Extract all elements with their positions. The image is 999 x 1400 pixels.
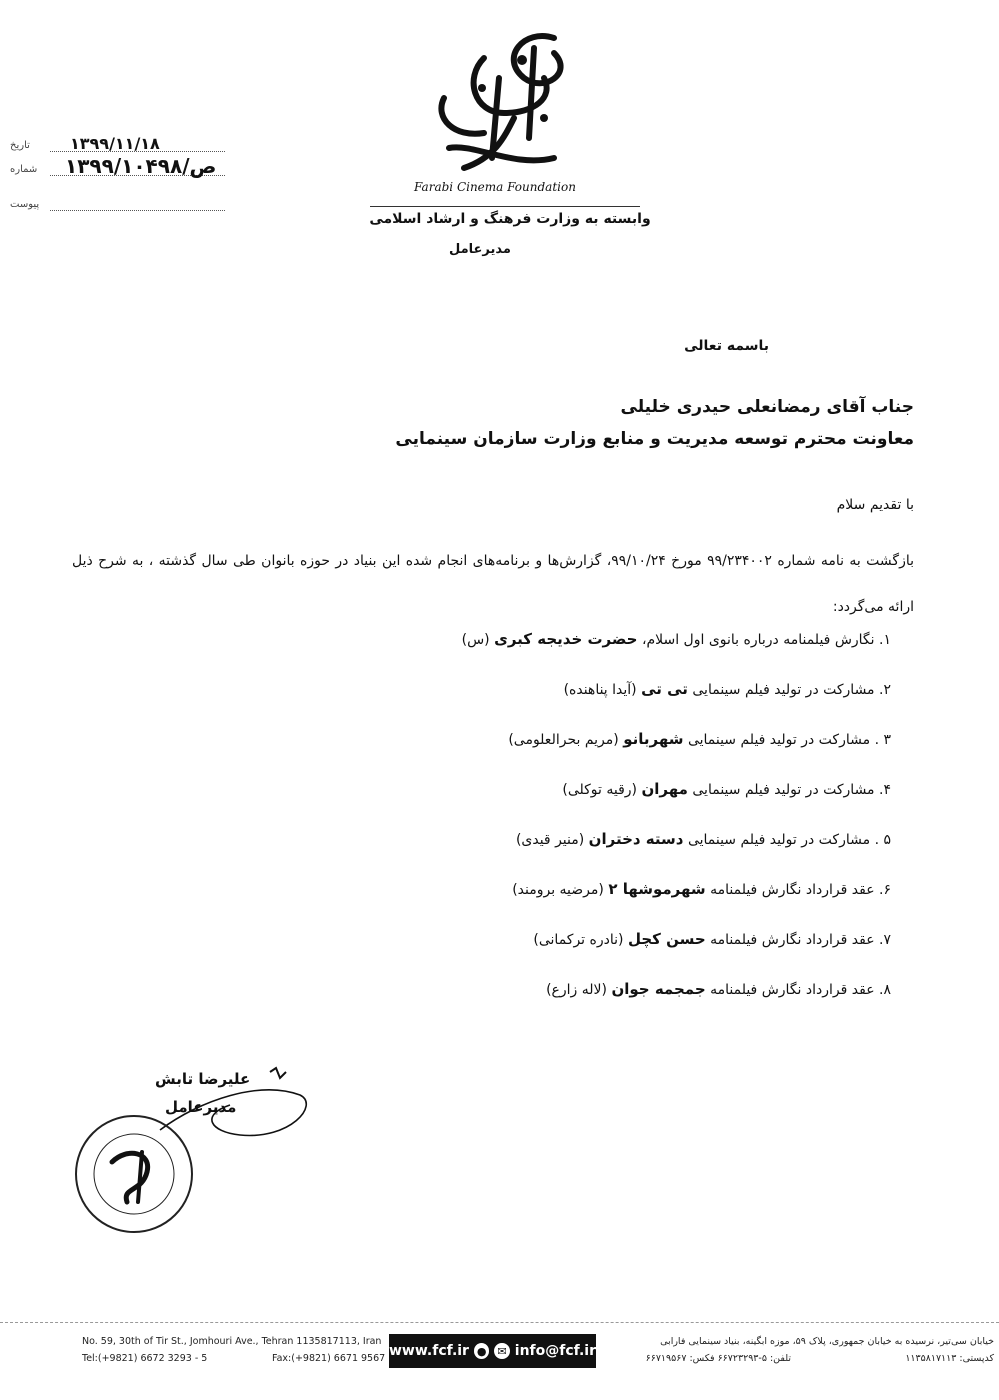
tel-en: Tel:(+9821) 6672 3293 - 5	[82, 1353, 208, 1364]
item-title: تی تی	[641, 680, 688, 698]
official-stamp	[72, 1112, 196, 1236]
item-title: حسن کچل	[627, 930, 706, 948]
list-item	[291, 726, 891, 776]
number-row	[10, 154, 230, 182]
list-item	[291, 676, 891, 726]
office-title: مدیرعامل	[449, 242, 511, 257]
item-number: ۸.	[879, 982, 891, 998]
list-item	[291, 776, 891, 826]
activities-list	[291, 626, 891, 1026]
affiliation-line: وابسته به وزارت فرهنگ و ارشاد اسلامی	[369, 211, 651, 227]
footer	[0, 1334, 999, 1374]
mail-icon: ✉	[494, 1343, 509, 1359]
date-value: ۱۳۹۹/۱۱/۱۸	[70, 134, 160, 153]
recipient-name: جناب آقای رمضانعلی حیدری خلیلی	[620, 397, 914, 417]
signer-title: مدیرعامل	[165, 1098, 237, 1116]
item-text: مشارکت در تولید فیلم سینمایی	[687, 832, 871, 848]
signer-name: علیرضا تابش	[155, 1070, 251, 1088]
footer-divider	[0, 1322, 999, 1323]
date-label: تاریخ	[10, 140, 30, 151]
item-number: ۶.	[879, 882, 891, 898]
fax-en: Fax:(+9821) 6671 9567	[272, 1353, 386, 1364]
item-number: ۳ .	[874, 732, 891, 748]
body-paragraph: بازگشت به نامه شماره ۹۹/۲۳۴۰۰۲ مورخ ۹۹/۱۰/۲۴، گزارش‌ها و برنامه‌های انجام شده این بنیاد در حوزه بانوان طی سال گذشته ، به شرح ذیل ارائه می‌گردد:	[72, 553, 915, 615]
attachment-label: پیوست	[10, 199, 40, 210]
list-item	[291, 926, 891, 976]
contact-box	[389, 1334, 596, 1368]
item-title: جمجمه جوان	[611, 980, 706, 998]
item-person: (لاله زارع)	[546, 982, 607, 998]
item-person: (آیدا پناهنده)	[563, 682, 637, 698]
globe-icon: ●	[474, 1343, 489, 1359]
item-number: ۷.	[879, 932, 891, 948]
item-text: عقد قرارداد نگارش فیلمنامه	[710, 882, 875, 898]
item-person: (منیر قیدی)	[515, 832, 585, 848]
item-title: مهران	[641, 780, 688, 798]
farabi-logo	[404, 18, 594, 198]
website-link[interactable]: www.fcf.ir	[389, 1343, 469, 1359]
item-number: ۱.	[879, 632, 891, 648]
item-text: مشارکت در تولید فیلم سینمایی	[687, 732, 871, 748]
item-text: عقد قرارداد نگارش فیلمنامه	[710, 982, 875, 998]
header-rule	[370, 206, 640, 207]
item-title: حضرت خدیجه کبری	[494, 630, 638, 648]
item-title: شهربانو	[623, 730, 684, 748]
list-item	[291, 626, 891, 676]
org-name-en: Farabi Cinema Foundation	[414, 180, 576, 194]
item-number: ۵ .	[874, 832, 891, 848]
item-text: مشارکت در تولید فیلم سینمایی	[692, 782, 875, 798]
item-person: (مرضیه برومند)	[512, 882, 604, 898]
item-person: (رقیه توکلی)	[562, 782, 638, 798]
item-number: ۴.	[879, 782, 891, 798]
address-en: No. 59, 30th of Tir St., Jomhouri Ave., Tehran 1135817113, Iran	[82, 1336, 382, 1347]
item-text: مشارکت در تولید فیلم سینمایی	[692, 682, 875, 698]
item-number: ۲.	[879, 682, 891, 698]
postal-code-fa: کدپستی: ۱۱۳۵۸۱۷۱۱۳	[905, 1353, 994, 1364]
recipient-title: معاونت محترم توسعه مدیریت و منابع وزارت سازمان سینمایی	[395, 429, 914, 449]
email-link[interactable]: info@fcf.ir	[514, 1343, 596, 1359]
attachment-row	[10, 195, 230, 217]
item-person: (س)	[461, 632, 490, 648]
greeting: با تقدیم سلام	[836, 497, 914, 513]
list-item	[291, 826, 891, 876]
list-item	[291, 876, 891, 926]
item-text: عقد قرارداد نگارش فیلمنامه	[710, 932, 875, 948]
number-label: شماره	[10, 164, 38, 175]
number-value: ۱۳۹۹/ص/۱۰۴۹۸	[65, 154, 217, 178]
phone-fa: تلفن: ۵-۶۶۷۲۳۲۹۳ فکس: ۶۶۷۱۹۵۶۷	[645, 1353, 791, 1364]
item-person: (نادره ترکمانی)	[533, 932, 624, 948]
item-title: شهرموشها ۲	[608, 880, 706, 898]
attachment-dotline	[50, 210, 225, 211]
item-text: نگارش فیلمنامه درباره بانوی اول اسلام،	[641, 632, 875, 648]
salutation: باسمه تعالی	[684, 338, 769, 354]
item-person: (مریم بحرالعلومی)	[508, 732, 619, 748]
list-item	[291, 976, 891, 1026]
address-fa: خیابان سی‌تیر، نرسیده به خیابان جمهوری، پلاک ۵۹، موزه ابگینه، بنیاد سینمایی فارابی	[660, 1336, 994, 1347]
item-title: دسته دختران	[588, 830, 684, 848]
